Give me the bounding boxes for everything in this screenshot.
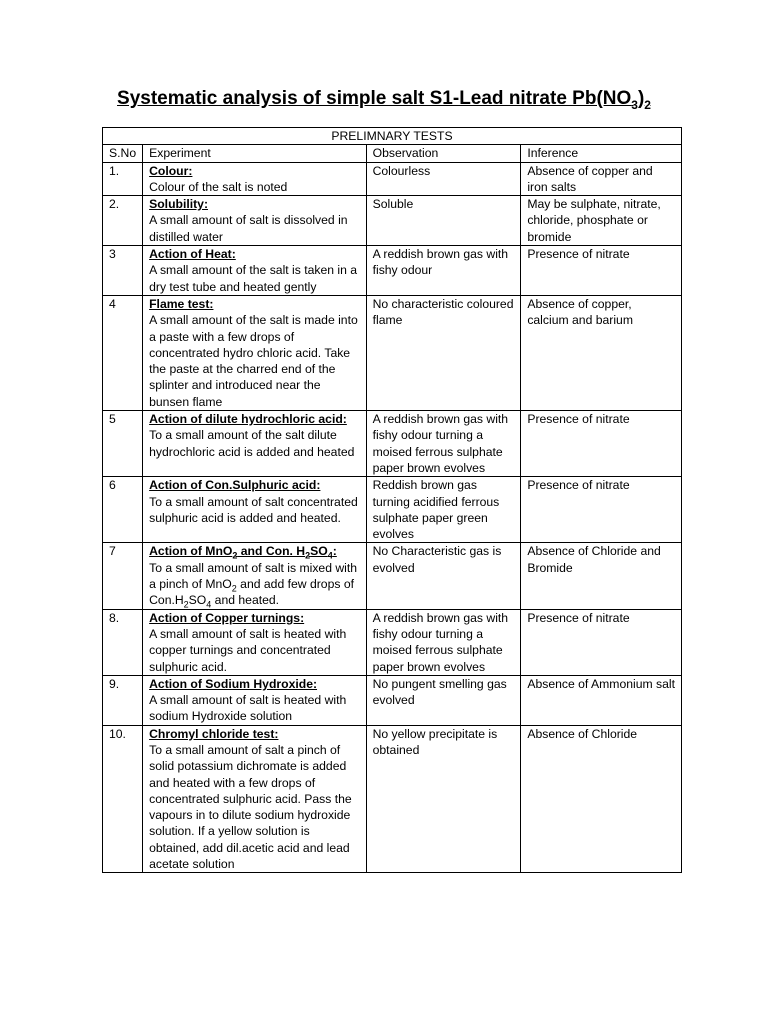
inference-cell: Absence of Chloride and Bromide bbox=[521, 543, 682, 609]
experiment-cell bbox=[143, 543, 366, 609]
sno-cell: 6 bbox=[103, 477, 143, 543]
experiment-heading: Action of Con.Sulphuric acid: bbox=[149, 478, 321, 493]
experiment-cell bbox=[143, 609, 366, 675]
experiment-cell bbox=[143, 725, 366, 873]
table-row bbox=[103, 725, 682, 873]
observation-cell: A reddish brown gas with fishy odour turning a moised ferrous sulphate paper brown evolves bbox=[366, 411, 521, 477]
experiment-heading: Colour: bbox=[149, 163, 193, 178]
experiment-heading: Action of MnO$_2$ and Con. $H_2SO_4$: bbox=[149, 544, 337, 561]
experiment-cell bbox=[143, 246, 366, 296]
inference-cell: Absence of Ammonium salt bbox=[521, 675, 682, 725]
experiment-heading: Solubility: bbox=[149, 197, 209, 212]
table-row bbox=[103, 295, 682, 410]
observation-cell: No pungent smelling gas evolved bbox=[366, 675, 521, 725]
observation-cell: No characteristic coloured flame bbox=[366, 295, 521, 410]
table-row bbox=[103, 411, 682, 477]
inference-cell: May be sulphate, nitrate, chloride, phosphate or bromide bbox=[521, 196, 682, 246]
experiment-cell bbox=[143, 411, 366, 477]
experiment-heading: Action of Copper turnings: bbox=[149, 610, 305, 625]
sno-cell: 2. bbox=[103, 196, 143, 246]
sno-cell: 3 bbox=[103, 246, 143, 296]
observation-cell: Reddish brown gas turning acidified ferrous sulphate paper green evolves bbox=[366, 477, 521, 543]
sno-cell: 5 bbox=[103, 411, 143, 477]
table-row bbox=[103, 543, 682, 609]
preliminary-tests-table bbox=[102, 127, 682, 873]
sno-cell: 4 bbox=[103, 295, 143, 410]
section-title: PRELIMNARY TESTS bbox=[103, 128, 682, 145]
experiment-text: To a small amount of salt is mixed with a pinch of MnO$_2$ and add few drops of $Con.H_2SO_4$ and heated. bbox=[149, 560, 358, 610]
experiment-heading: Action of Sodium Hydroxide: bbox=[149, 676, 318, 691]
experiment-text: A small amount of salt is dissolved in distilled water bbox=[149, 213, 348, 244]
experiment-text: Colour of the salt is noted bbox=[149, 179, 288, 194]
inference-cell: Absence of copper and iron salts bbox=[521, 162, 682, 196]
experiment-text: A small amount of salt is heated with sodium Hydroxide solution bbox=[149, 693, 347, 724]
table-row bbox=[103, 196, 682, 246]
experiment-cell bbox=[143, 675, 366, 725]
experiment-cell bbox=[143, 477, 366, 543]
experiment-text: A small amount of the salt is taken in a dry test tube and heated gently bbox=[149, 263, 358, 294]
experiment-heading: Chromyl chloride test: bbox=[149, 726, 279, 741]
inference-cell: Presence of nitrate bbox=[521, 246, 682, 296]
experiment-cell bbox=[143, 162, 366, 196]
sno-cell: 1. bbox=[103, 162, 143, 196]
document-title: Systematic analysis of simple salt S1-Lead nitrate $Pb(NO_3)_2$ bbox=[117, 88, 651, 112]
experiment-heading: Action of Heat: bbox=[149, 247, 236, 262]
inference-cell: Absence of Chloride bbox=[521, 725, 682, 873]
header-row bbox=[103, 145, 682, 162]
observation-cell: A reddish brown gas with fishy odour bbox=[366, 246, 521, 296]
observation-cell: A reddish brown gas with fishy odour turning a moised ferrous sulphate paper brown evolves bbox=[366, 609, 521, 675]
header-experiment: Experiment bbox=[143, 145, 366, 162]
sno-cell: 10. bbox=[103, 725, 143, 873]
header-sno: S.No bbox=[103, 145, 143, 162]
header-observation: Observation bbox=[366, 145, 521, 162]
observation-cell: Soluble bbox=[366, 196, 521, 246]
experiment-text: A small amount of salt is heated with copper turnings and concentrated sulphuric acid. bbox=[149, 626, 347, 674]
inference-cell: Presence of nitrate bbox=[521, 477, 682, 543]
table-row bbox=[103, 162, 682, 196]
experiment-heading: Flame test: bbox=[149, 296, 214, 311]
observation-cell: No Characteristic gas is evolved bbox=[366, 543, 521, 609]
table-row bbox=[103, 246, 682, 296]
sno-cell: 8. bbox=[103, 609, 143, 675]
section-title-row bbox=[103, 128, 682, 145]
observation-cell: Colourless bbox=[366, 162, 521, 196]
observation-cell: No yellow precipitate is obtained bbox=[366, 725, 521, 873]
sno-cell: 9. bbox=[103, 675, 143, 725]
table-row bbox=[103, 609, 682, 675]
experiment-cell bbox=[143, 295, 366, 410]
experiment-text: To a small amount of salt concentrated sulphuric acid is added and heated. bbox=[149, 494, 358, 525]
table-row bbox=[103, 675, 682, 725]
experiment-cell bbox=[143, 196, 366, 246]
inference-cell: Presence of nitrate bbox=[521, 411, 682, 477]
header-inference: Inference bbox=[521, 145, 682, 162]
table-row bbox=[103, 477, 682, 543]
inference-cell: Presence of nitrate bbox=[521, 609, 682, 675]
experiment-text: A small amount of the salt is made into a paste with a few drops of concentrated hydro chloric acid. Take the paste at the charred end of the splinter and introduced near the bunsen flame bbox=[149, 313, 358, 409]
experiment-heading: Action of dilute hydrochloric acid: bbox=[149, 412, 347, 427]
inference-cell: Absence of copper, calcium and barium bbox=[521, 295, 682, 410]
sno-cell: 7 bbox=[103, 543, 143, 609]
experiment-text: To a small amount of the salt dilute hydrochloric acid is added and heated bbox=[149, 428, 355, 459]
experiment-text: To a small amount of salt a pinch of solid potassium dichromate is added and heated with a few drops of concentrated sulphuric acid. Pass the vapours in to dilute sodium hydroxide solution. If a yellow solution is obtained, add dil.acetic acid and lead acetate solution bbox=[149, 742, 352, 872]
